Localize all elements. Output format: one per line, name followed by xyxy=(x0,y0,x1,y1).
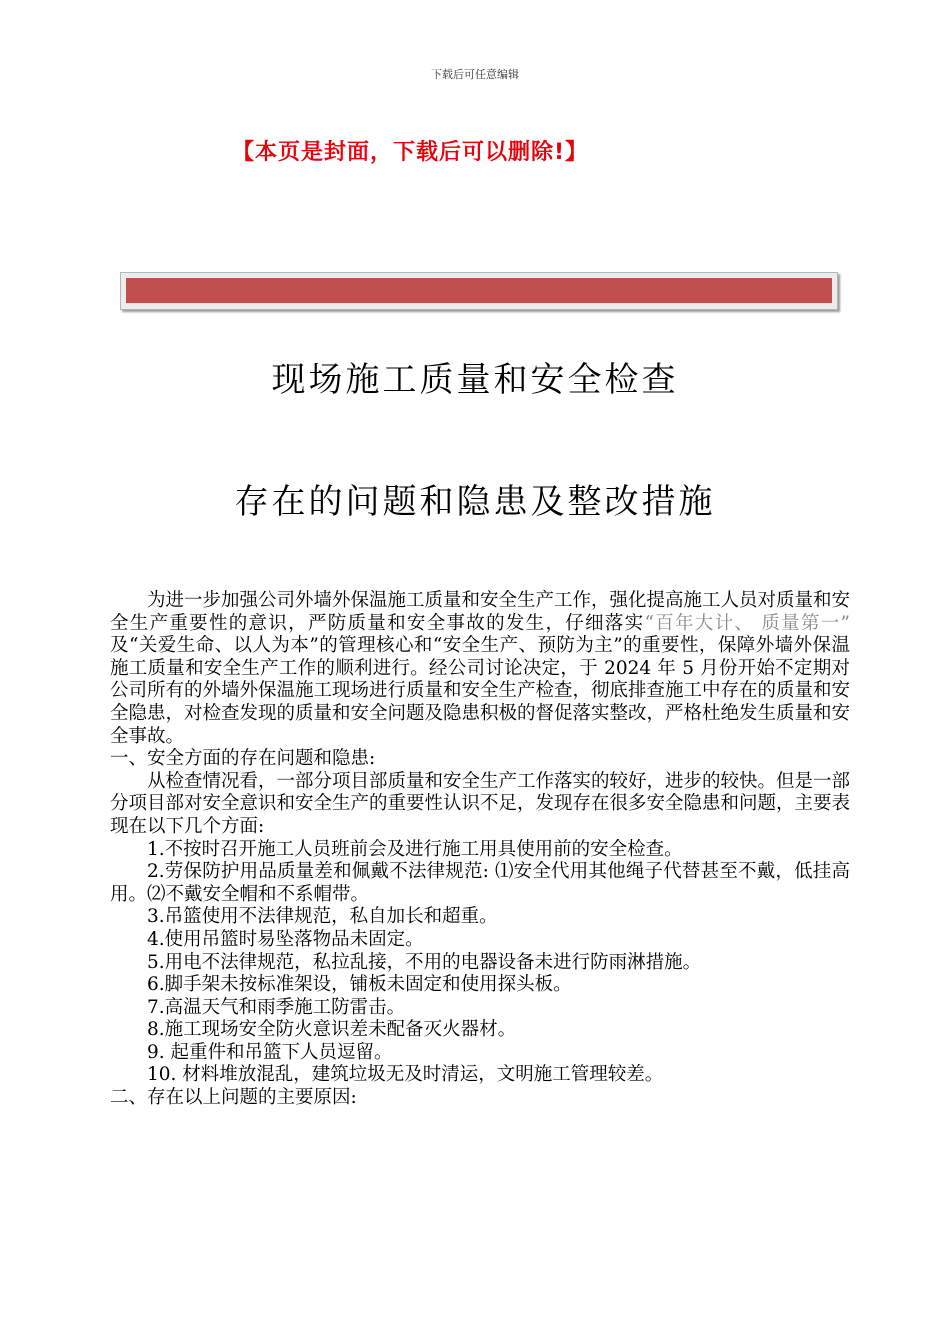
intro-part-2: 及“关爱生命、以人为本”的管理核心和“安全生产、预防为主”的重要性，保障外墙外保温施工质量和安全生产工作的顺利进行。经公司讨论决定，于 2024 年 5 月份开始不定期对公司所有的外墙外保温施工现场进行质量和安全生产检查，彻底排查施工中存在的质量和安全隐患，对检查发现的质量和安全问题及隐患积极的督促落实整改，严格杜绝发生质量和安全事故。 xyxy=(110,635,851,747)
list-item-5: 5.用电不法律规范，私拉乱接，不用的电器设备未进行防雨淋措施。 xyxy=(147,951,702,973)
document-body xyxy=(110,590,850,1110)
intro-quote: “百年大计、 质量第一” xyxy=(644,612,850,634)
list-item-7: 7.高温天气和雨季施工防雷击。 xyxy=(147,996,406,1018)
title-line-2: 存在的问题和隐患及整改措施 xyxy=(234,482,716,522)
header-note: 下载后可任意编辑 xyxy=(431,68,519,81)
list-item-2: 2.劳保防护用品质量差和佩戴不法律规范: ⑴安全代用其他绳子代替甚至不戴，低挂高用。⑵不戴安全帽和不系帽带。 xyxy=(110,861,850,905)
list-item-3: 3.吊篮使用不法律规范，私自加长和超重。 xyxy=(147,906,498,928)
list-item-1: 1.不按时召开施工人员班前会及进行施工用具使用前的安全检查。 xyxy=(147,838,683,860)
title-line-1: 现场施工质量和安全检查 xyxy=(271,360,679,400)
list-item-9: 9. 起重件和吊篮下人员逗留。 xyxy=(147,1041,393,1063)
section-1-intro: 从检查情况看，一部分项目部质量和安全生产工作落实的较好，进步的较快。但是一部分项目部对安全意识和安全生产的重要性认识不足，发现存在很多安全隐患和问题，主要表现在以下几个方面: xyxy=(110,770,851,837)
cover-note: 【本页是封面，下载后可以删除!】 xyxy=(232,140,589,165)
list-item-6: 6.脚手架未按标准架设，铺板未固定和使用探头板。 xyxy=(147,974,572,996)
list-item-4: 4.使用吊篮时易坠落物品未固定。 xyxy=(147,928,424,950)
list-item-8: 8.施工现场安全防火意识差未配备灭火器材。 xyxy=(147,1019,517,1041)
banner-fill xyxy=(126,278,832,303)
intro-part-1: 为进一步加强公司外墙外保温施工质量和安全生产工作，强化提高施工人员对质量和安全生产重要性的意识，严防质量和安全事故的发生，仔细落实 xyxy=(110,590,851,634)
list-item-10: 10. 材料堆放混乱，建筑垃圾无及时清运，文明施工管理较差。 xyxy=(147,1064,664,1086)
intro-paragraph xyxy=(110,590,850,748)
decorative-banner xyxy=(120,272,838,310)
section-1-heading: 一、安全方面的存在问题和隐患: xyxy=(110,748,376,770)
section-2-heading: 二、存在以上问题的主要原因: xyxy=(110,1087,357,1109)
